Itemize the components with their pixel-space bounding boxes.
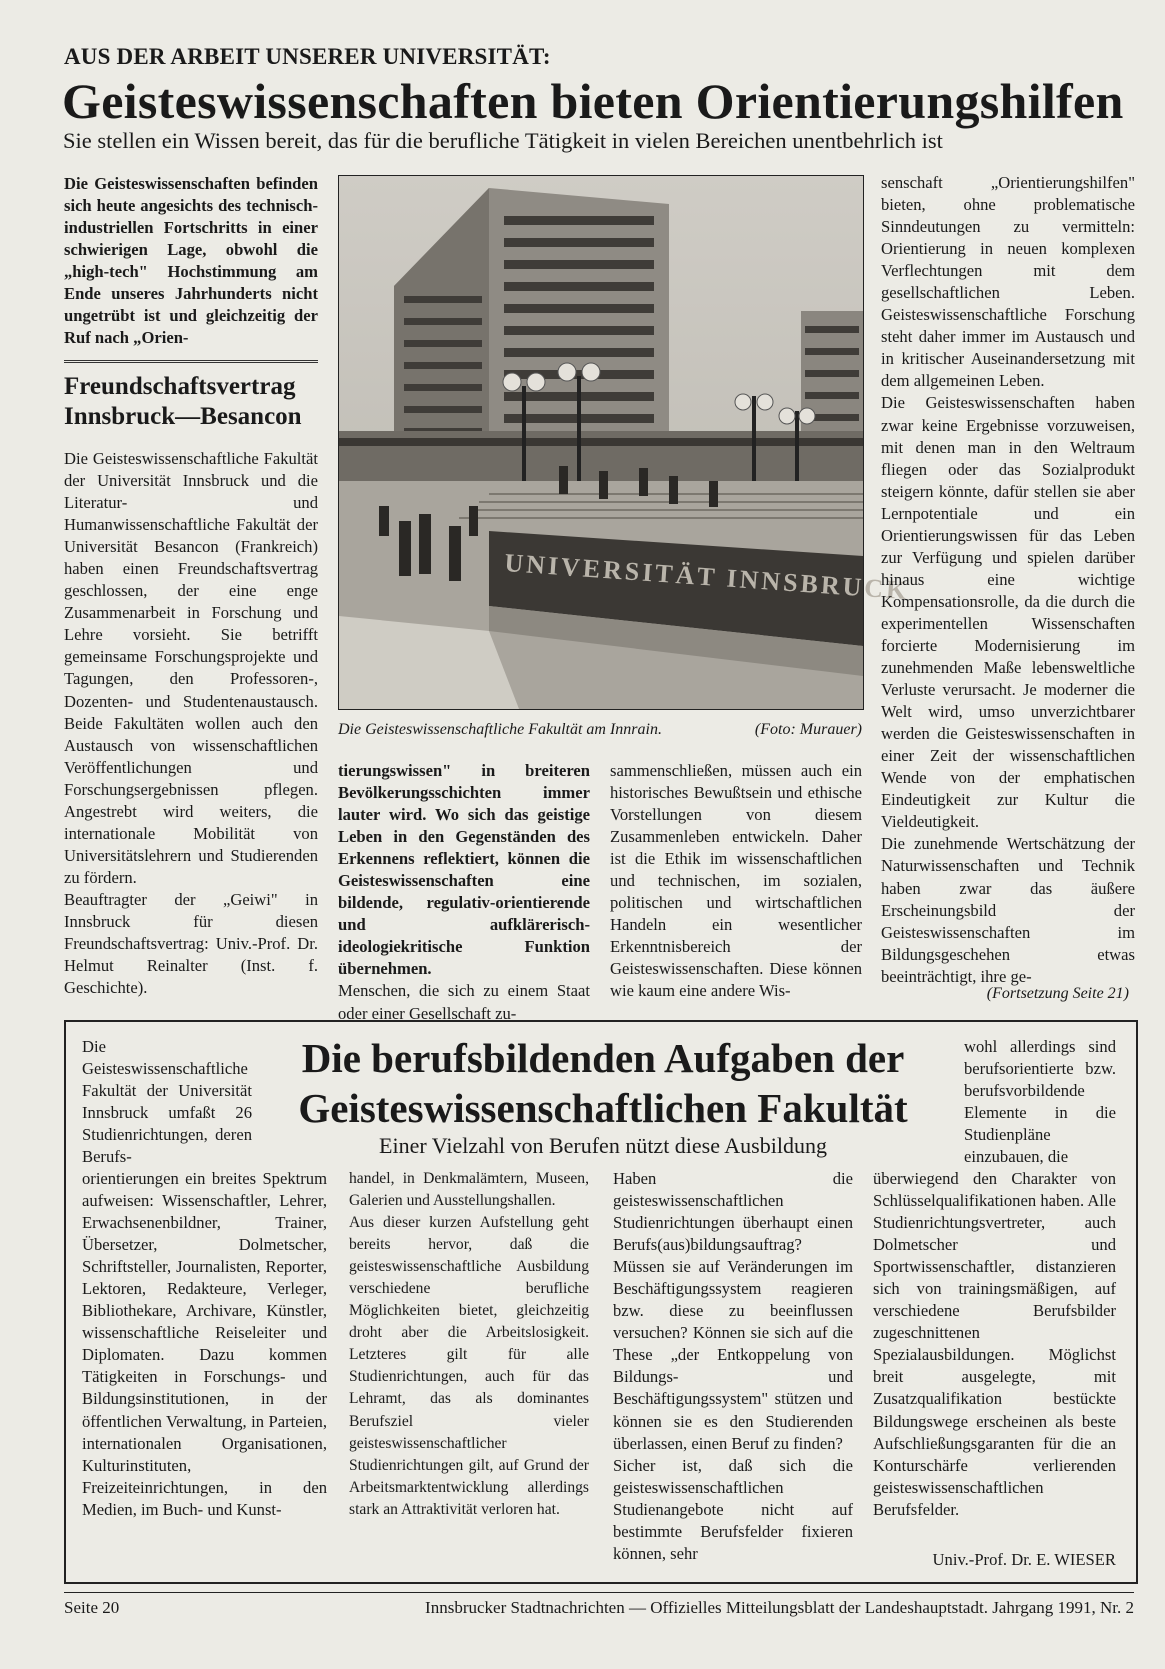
page-subhead: Sie stellen ein Wissen bereit, das für die berufliche Tätigkeit in vielen Bereichen unentbehrlich ist — [63, 128, 943, 153]
sidebar-body — [64, 448, 318, 999]
sidebar-title: Freundschaftsvertrag Innsbruck—Besancon — [64, 373, 302, 430]
publication-info: Innsbrucker Stadtnachrichten — Offizielles Mitteilungsblatt der Landeshauptstadt. Jahrgang 1991, Nr. 2 — [425, 1598, 1134, 1617]
article-lede: Die Geisteswissenschaften befinden sich heute angesichts des technisch-industriellen Fortschritts in einer schwierigen Lage, obwohl die „high-tech" Hochstimmung am Ende unseres Jahrhunderts nicht ungetrübt ist und gleichzeitig der Ruf nach „Orien- — [64, 174, 318, 348]
box-headline: Die berufsbildenden Aufgaben der Geisteswissenschaftlichen Fakultät — [298, 1035, 908, 1131]
sidebar-paragraph: Die Geisteswissenschaftliche Fakultät der Universität Innsbruck und die Literatur- und Humanwissenschaftliche Fakultät der Universität Besancon (Frankreich) haben einen Freundschaftsvertrag geschlossen, der eine enge Zusammenarbeit in Forschung und Lehre vorsieht. Sie betrifft gemeinsame Forschungsprojekte und Tagungen, den Professoren-, Dozenten- und Studentenaustausch. Beide Fakultäten wollen auch den Austausch von wissenschaftlichen Veröffentlichungen und Forschungsergebnissen pflegen. Angestrebt wird weiters, die internationale Mobilität von Universitätslehrern und Studierenden zu fördern. — [64, 449, 318, 887]
continuation-note: (Fortsetzung Seite 21) — [986, 985, 1129, 1002]
section-kicker: AUS DER ARBEIT UNSERER UNIVERSITÄT: — [64, 44, 551, 69]
photo-caption: Die Geisteswissenschaftliche Fakultät am Innrain. (Foto: Murauer) — [338, 721, 862, 738]
university-photo — [338, 175, 911, 710]
photo-credit: (Foto: Murauer) — [754, 721, 862, 738]
box-column-1: orientierungen ein breites Spektrum aufweisen: Wissenschaftler, Lehrer, Erwachsenenbildner, Trainer, Übersetzer, Dolmetscher, Schriftsteller, Journalisten, Reporter, Lektoren, Redakteure, Verleger, Bibliothekare, Archivare, Künstler, wissenschaftliche Reiseleiter und Diplomaten. Dazu kommen Tätigkeiten in Forschungs- und Bildungsinstitutionen, in der öffentlichen Verwaltung, in Parteien, internationalen Organisationen, Kulturinstituten, Freizeiteinrichtungen, in den Medien, im Buch- und Kunst- — [82, 1169, 327, 1519]
sidebar-divider — [64, 360, 318, 365]
box-subhead: Einer Vielzahl von Berufen nützt diese Ausbildung — [379, 1133, 827, 1158]
article-column-4: senschaft „Orientierungshilfen" bieten, ohne problematische Sinndeutungen zu vermitteln: Orientierung in neuen komplexen Verflechtungen mit dem gesellschaftlichen Leben. Geisteswissenschaftliche Forschung steht daher immer im Austausch und in kritischer Auseinandersetzung mit dem allgemeinen Leben. Die Geisteswissenschaften haben zwar keine Ergebnisse vorzuweisen, mit denen man in den Weltraum fliegen oder das Sozialprodukt steigern könnte, dafür stellen sie aber Lernpotentiale und ein Orientierungswissen für das Leben zur Verfügung und spielen darüber hinaus eine wichtige Kompensationsrolle, da die durch die experimentellen Wissenschaften forcierte Modernisierung im zunehmenden Maße lebensweltliche Verluste verursacht. Je moderner die Welt wird, umso unverzichtbarer werden die Geisteswissenschaften in einer Zeit der wissenschaftlichen Wende von der emphatischen Eindeutigkeit zur Kultur die Vieldeutigkeit. Die zunehmende Wertschätzung der Naturwissenschaften und Technik haben zwar das äußere Erscheinungsbild der Geisteswissenschaften im Bildungsgeschehen etwas beeinträchtigt, ihre ge- — [881, 173, 1135, 986]
page-headline: Geisteswissenschaften bieten Orientierungshilfen — [62, 73, 1124, 129]
box-column-4-top: wohl allerdings sind berufsorientierte bzw. berufsvorbildende Elemente in die Studienpläne einzubauen, die — [964, 1037, 1116, 1167]
sidebar-paragraph: Beauftragter der „Geiwi" in Innsbruck für diesen Freundschaftsvertrag: Univ.-Prof. Dr. Helmut Reinalter (Inst. f. Geschichte). — [64, 889, 318, 998]
box-column-3: Haben die geisteswissenschaftlichen Studienrichtungen überhaupt einen Berufs(aus)bildungsauftrag? Müssen sie auf Veränderungen im Beschäftigungssystem reagieren bzw. diese zu beeinflussen versuchen? Können sie sich auf die These „der Entkoppelung von Bildungs- und Beschäftigungssystem" stützen und können sie es den Studierenden überlassen, einen Beruf zu finden? Sicher ist, daß sich die geisteswissenschaftlichen Studienangebote nicht auf bestimmte Berufsfelder fixieren können, sehr — [613, 1169, 853, 1563]
page-number: Seite 20 — [64, 1598, 120, 1617]
box-column-1-top: Die Geisteswissenschaftliche Fakultät der Universität Innsbruck umfaßt 26 Studienrichtungen, deren Berufs- — [82, 1037, 252, 1167]
footer-rule — [64, 1592, 1134, 1593]
sign-text: UNIVERSITÄT INNSBRUCK — [503, 548, 911, 606]
page-footer — [64, 1598, 1134, 1618]
box-column-4: überwiegend den Charakter von Schlüsselqualifikationen haben. Alle Studienrichtungsvertreter, auch Dolmetscher und Sportwissenschaftler, distanzieren sich von trainingsmäßigen, auf verschiedene Berufsbilder zugeschnittenen Spezialausbildungen. Möglichst breit ausgelegte, mit Zusatzqualifikation bestückte Bildungswege erscheinen als beste Aufschließungsgaranten für die an Konturschärfe verlierenden geisteswissenschaftlichen Berufsfelder. — [873, 1169, 1116, 1519]
box-column-2: handel, in Denkmalämtern, Museen, Galerien und Ausstellungshallen. Aus dieser kurzen Aufstellung geht bereits hervor, daß die geisteswissenschaftliche Ausbildung verschiedene berufliche Möglichkeiten bietet, gleichzeitig droht aber die Arbeitslosigkeit. Letzteres gilt für alle Studienrichtungen, auch für das Lehramt, das als dominantes Berufsziel vieler geisteswissenschaftlicher Studienrichtungen gilt, auf Grund der Arbeitsmarktentwicklung allerdings stark an Attraktivität verloren hat. — [349, 1170, 589, 1518]
box-author: Univ.-Prof. Dr. E. WIESER — [932, 1550, 1116, 1569]
article-column-2: tierungswissen" in breiteren Bevölkerungsschichten immer lauter wird. Wo sich das geistige Leben in den Gegenständen des Erkennens reflektiert, können die Geisteswissenschaften eine bildende, regulativ-orientierende und aufklärerisch-ideologiekritische Funktion übernehmen. Menschen, die sich zu einem Staat oder einer Gesellschaft zu- — [338, 761, 590, 1023]
article-column-3: sammenschließen, müssen auch ein historisches Bewußtsein und ethische Vorstellungen von diesem Zusammenleben entwickeln. Daher ist die Ethik im wissenschaftlichen und technischen, im sozialen, politischen und wirtschaftlichen Handeln ein wesentlicher Erkenntnisbereich der Geisteswissenschaften. Diese können wie kaum eine andere Wis- — [610, 761, 862, 1001]
